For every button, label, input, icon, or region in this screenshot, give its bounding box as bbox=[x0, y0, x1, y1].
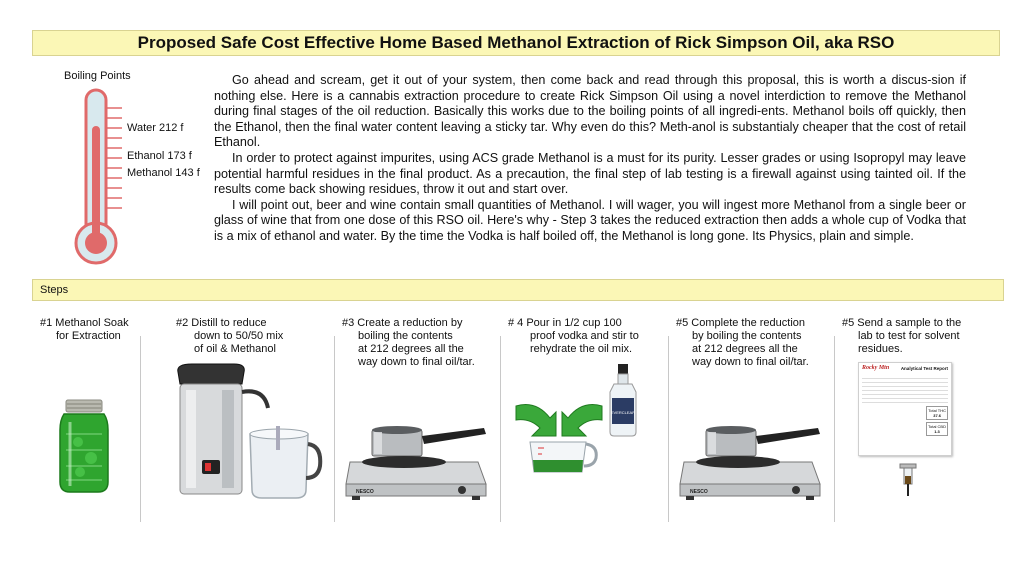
intro-paragraph-1: Go ahead and scream, get it out of your system, then come back and read through this proposal, this is worth a discus-sion if nothing else. Here is a cannabis extraction procedure to create Rick Simpson Oil using a novel interdiction to remove the Methanol during final stages of the oil reduction. Basically this works due to the boiling points of all ingredi-ents. Methanol boils off quickly, then the Ethanol, then the final water content leaving a sticky tar. Why even do this? Meth-anol is substantialy cheaper that the cost of retail Ethanol. bbox=[214, 73, 966, 150]
step-4-line: proof vodka and stir to bbox=[530, 330, 639, 342]
step-4-line: # 4 Pour in 1/2 cup 100 bbox=[508, 317, 622, 329]
distiller-icon bbox=[172, 362, 324, 502]
step-divider bbox=[668, 336, 669, 522]
vodka-label: EVERCLEAR bbox=[610, 410, 636, 415]
intro-text bbox=[214, 73, 966, 245]
lab-report-icon bbox=[858, 362, 952, 456]
total-cbd-label: Total CBD bbox=[927, 424, 946, 429]
intro-paragraph-3: I will point out, beer and wine contain small quantities of Methanol. I will wager, you will ingest more Methanol from a single beer or glass of wine that from one dose of this RSO oil. Here's why - Step 3 takes the reduced extraction then adds a whole cup of Vodka that is a mix of ethanol and water. By the time the Vodka is half boiled off, the Methanol is long gone. Its Physics, plain and simple. bbox=[214, 197, 966, 243]
step-2-line: #2 Distill to reduce bbox=[176, 317, 267, 329]
pot-on-burner-icon bbox=[678, 422, 830, 502]
burner-brand: NESCO bbox=[356, 489, 374, 495]
step-divider bbox=[500, 336, 501, 522]
step-divider bbox=[334, 336, 335, 522]
step-2-caption bbox=[176, 317, 283, 356]
total-cbd-value: 1.3 bbox=[934, 429, 940, 434]
step-3-line: #3 Create a reduction by bbox=[342, 317, 463, 329]
step-1-line: for Extraction bbox=[56, 330, 121, 342]
step-1-line: #1 Methanol Soak bbox=[40, 317, 129, 329]
vodka-bottle-icon bbox=[610, 364, 636, 436]
step-1-caption bbox=[40, 317, 129, 343]
boiling-point-methanol: Methanol 143 f bbox=[127, 167, 200, 179]
step-5-line: by boiling the contents bbox=[692, 330, 802, 342]
boiling-point-water: Water 212 f bbox=[127, 122, 184, 134]
page-title: Proposed Safe Cost Effective Home Based Methanol Extraction of Rick Simpson Oil, aka RSO bbox=[32, 30, 1000, 56]
report-table bbox=[862, 375, 948, 403]
steps-heading: Steps bbox=[32, 279, 1004, 301]
step-divider bbox=[834, 336, 835, 522]
step-divider bbox=[140, 336, 141, 522]
step-5-line: #5 Complete the reduction bbox=[676, 317, 806, 329]
step-5-line: at 212 degrees all the bbox=[692, 343, 798, 355]
total-thc-value: 37.6 bbox=[933, 413, 942, 418]
syringe-icon bbox=[898, 462, 918, 498]
step-3-line: at 212 degrees all the bbox=[358, 343, 464, 355]
step-3-line: way down to final oil/tar. bbox=[358, 356, 475, 368]
thermometer-ticks bbox=[106, 108, 122, 208]
boiling-point-ethanol: Ethanol 173 f bbox=[127, 150, 192, 162]
boiling-points-heading: Boiling Points bbox=[64, 70, 131, 82]
green-arrow-icon bbox=[516, 405, 602, 437]
thermometer-icon bbox=[70, 86, 130, 266]
total-thc-label: Total THC bbox=[928, 408, 946, 413]
pour-vodka-illustration bbox=[514, 362, 662, 474]
step-2-line: down to 50/50 mix bbox=[194, 330, 284, 342]
report-heading: Analytical Test Report bbox=[900, 366, 948, 371]
thermometer-body bbox=[76, 90, 116, 263]
step-6-line: #5 Send a sample to the bbox=[842, 317, 962, 329]
burner-brand: NESCO bbox=[690, 489, 708, 495]
measuring-cup-icon bbox=[530, 442, 596, 472]
step-6-line: residues. bbox=[858, 343, 903, 355]
pot-on-burner-icon bbox=[344, 422, 496, 502]
step-4-caption bbox=[508, 317, 639, 356]
step-6-line: lab to test for solvent bbox=[858, 330, 960, 342]
step-3-line: boiling the contents bbox=[358, 330, 453, 342]
report-logo: Rocky Mtn bbox=[862, 365, 890, 371]
step-5-line: way down to final oil/tar. bbox=[692, 356, 809, 368]
step-4-line: rehydrate the oil mix. bbox=[530, 343, 633, 355]
intro-paragraph-2: In order to protect against impurites, using ACS grade Methanol is a must for its purity. Lesser grades or using Isopropyl may leave potential harmful residues in the final product. As a precaution, the final step of lab testing is a firewall against using tainted oil. If the results come back showing residues, throw it out and start over. bbox=[214, 150, 966, 197]
step-2-line: of oil & Methanol bbox=[194, 343, 276, 355]
step-5-caption bbox=[676, 317, 809, 369]
mason-jar-icon bbox=[58, 398, 110, 494]
step-6-caption bbox=[842, 317, 961, 356]
step-3-caption bbox=[342, 317, 475, 369]
